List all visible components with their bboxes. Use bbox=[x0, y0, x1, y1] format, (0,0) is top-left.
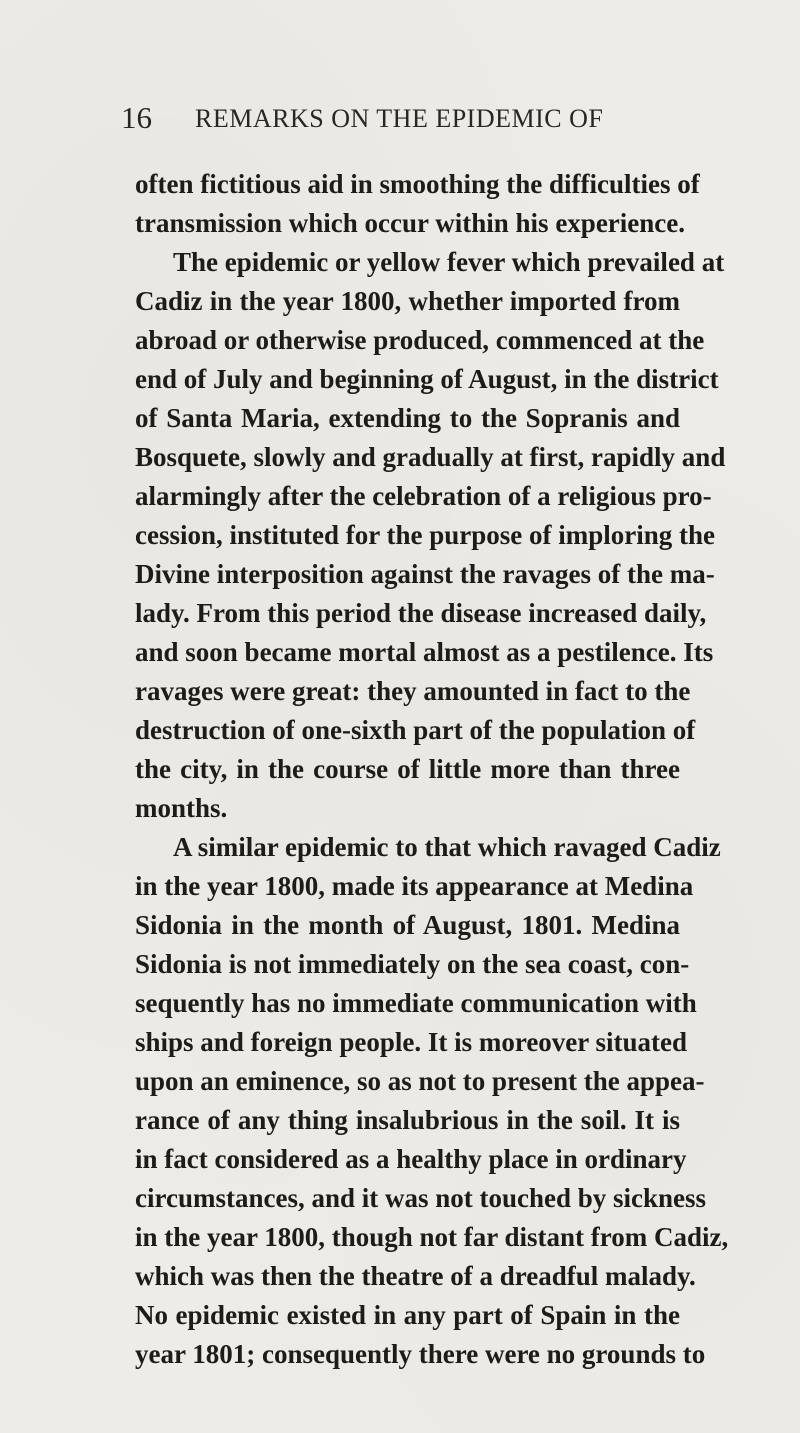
text-line: ravages were great: they amounted in fact to the bbox=[135, 676, 691, 706]
text-line: in the year 1800, made its appearance at Medina bbox=[135, 871, 694, 901]
page-number: 16 bbox=[121, 100, 152, 135]
running-title: REMARKS ON THE EPIDEMIC OF bbox=[195, 104, 604, 133]
text-line: transmission which occur within his experience. bbox=[135, 208, 686, 238]
text-line: in fact considered as a healthy place in ordinary bbox=[135, 1144, 687, 1174]
text-line: upon an eminence, so as not to present the appea- bbox=[135, 1066, 705, 1096]
text-line: which was then the theatre of a dreadful malady. bbox=[135, 1261, 696, 1291]
text-line: alarmingly after the celebration of a religious pro- bbox=[135, 481, 712, 511]
text-line: Cadiz in the year 1800, whether imported from bbox=[135, 286, 680, 316]
text-line: the city, in the course of little more than three bbox=[135, 754, 680, 784]
text-line: often fictitious aid in smoothing the difficulties of bbox=[135, 169, 700, 199]
text-line: sequently has no immediate communication with bbox=[135, 988, 697, 1018]
text-line: Divine interposition against the ravages of the ma- bbox=[135, 559, 715, 589]
text-line: Sidonia in the month of August, 1801. Medina bbox=[135, 910, 680, 940]
paragraph-start-line: The epidemic or yellow fever which prevailed at bbox=[173, 247, 725, 277]
text-line: end of July and beginning of August, in the district bbox=[135, 364, 719, 394]
text-line: ships and foreign people. It is moreover situated bbox=[135, 1027, 688, 1057]
text-line: rance of any thing insalubrious in the soil. It is bbox=[135, 1105, 680, 1135]
text-line: No epidemic existed in any part of Spain in the bbox=[135, 1300, 680, 1330]
page-header bbox=[0, 100, 800, 150]
text-line: of Santa Maria, extending to the Sopranis and bbox=[135, 403, 680, 433]
paragraph-end-line: months. bbox=[135, 793, 228, 823]
text-line: Bosquete, slowly and gradually at first, rapidly and bbox=[135, 442, 726, 472]
text-line: Sidonia is not immediately on the sea coast, con- bbox=[135, 949, 690, 979]
text-line: circumstances, and it was not touched by sickness bbox=[135, 1183, 707, 1213]
text-line: in the year 1800, though not far distant from Cadiz, bbox=[135, 1222, 729, 1252]
text-line: abroad or otherwise produced, commenced at the bbox=[135, 325, 705, 355]
body-text bbox=[135, 165, 729, 1374]
text-line: lady. From this period the disease increased daily, bbox=[135, 598, 707, 628]
paragraph-start-line: A similar epidemic to that which ravaged Cadiz bbox=[173, 832, 721, 862]
text-line: cession, instituted for the purpose of imploring the bbox=[135, 520, 716, 550]
text-line: year 1801; consequently there were no grounds to bbox=[135, 1339, 706, 1369]
text-line: destruction of one-sixth part of the population of bbox=[135, 715, 696, 745]
text-line: and soon became mortal almost as a pestilence. Its bbox=[135, 637, 714, 667]
